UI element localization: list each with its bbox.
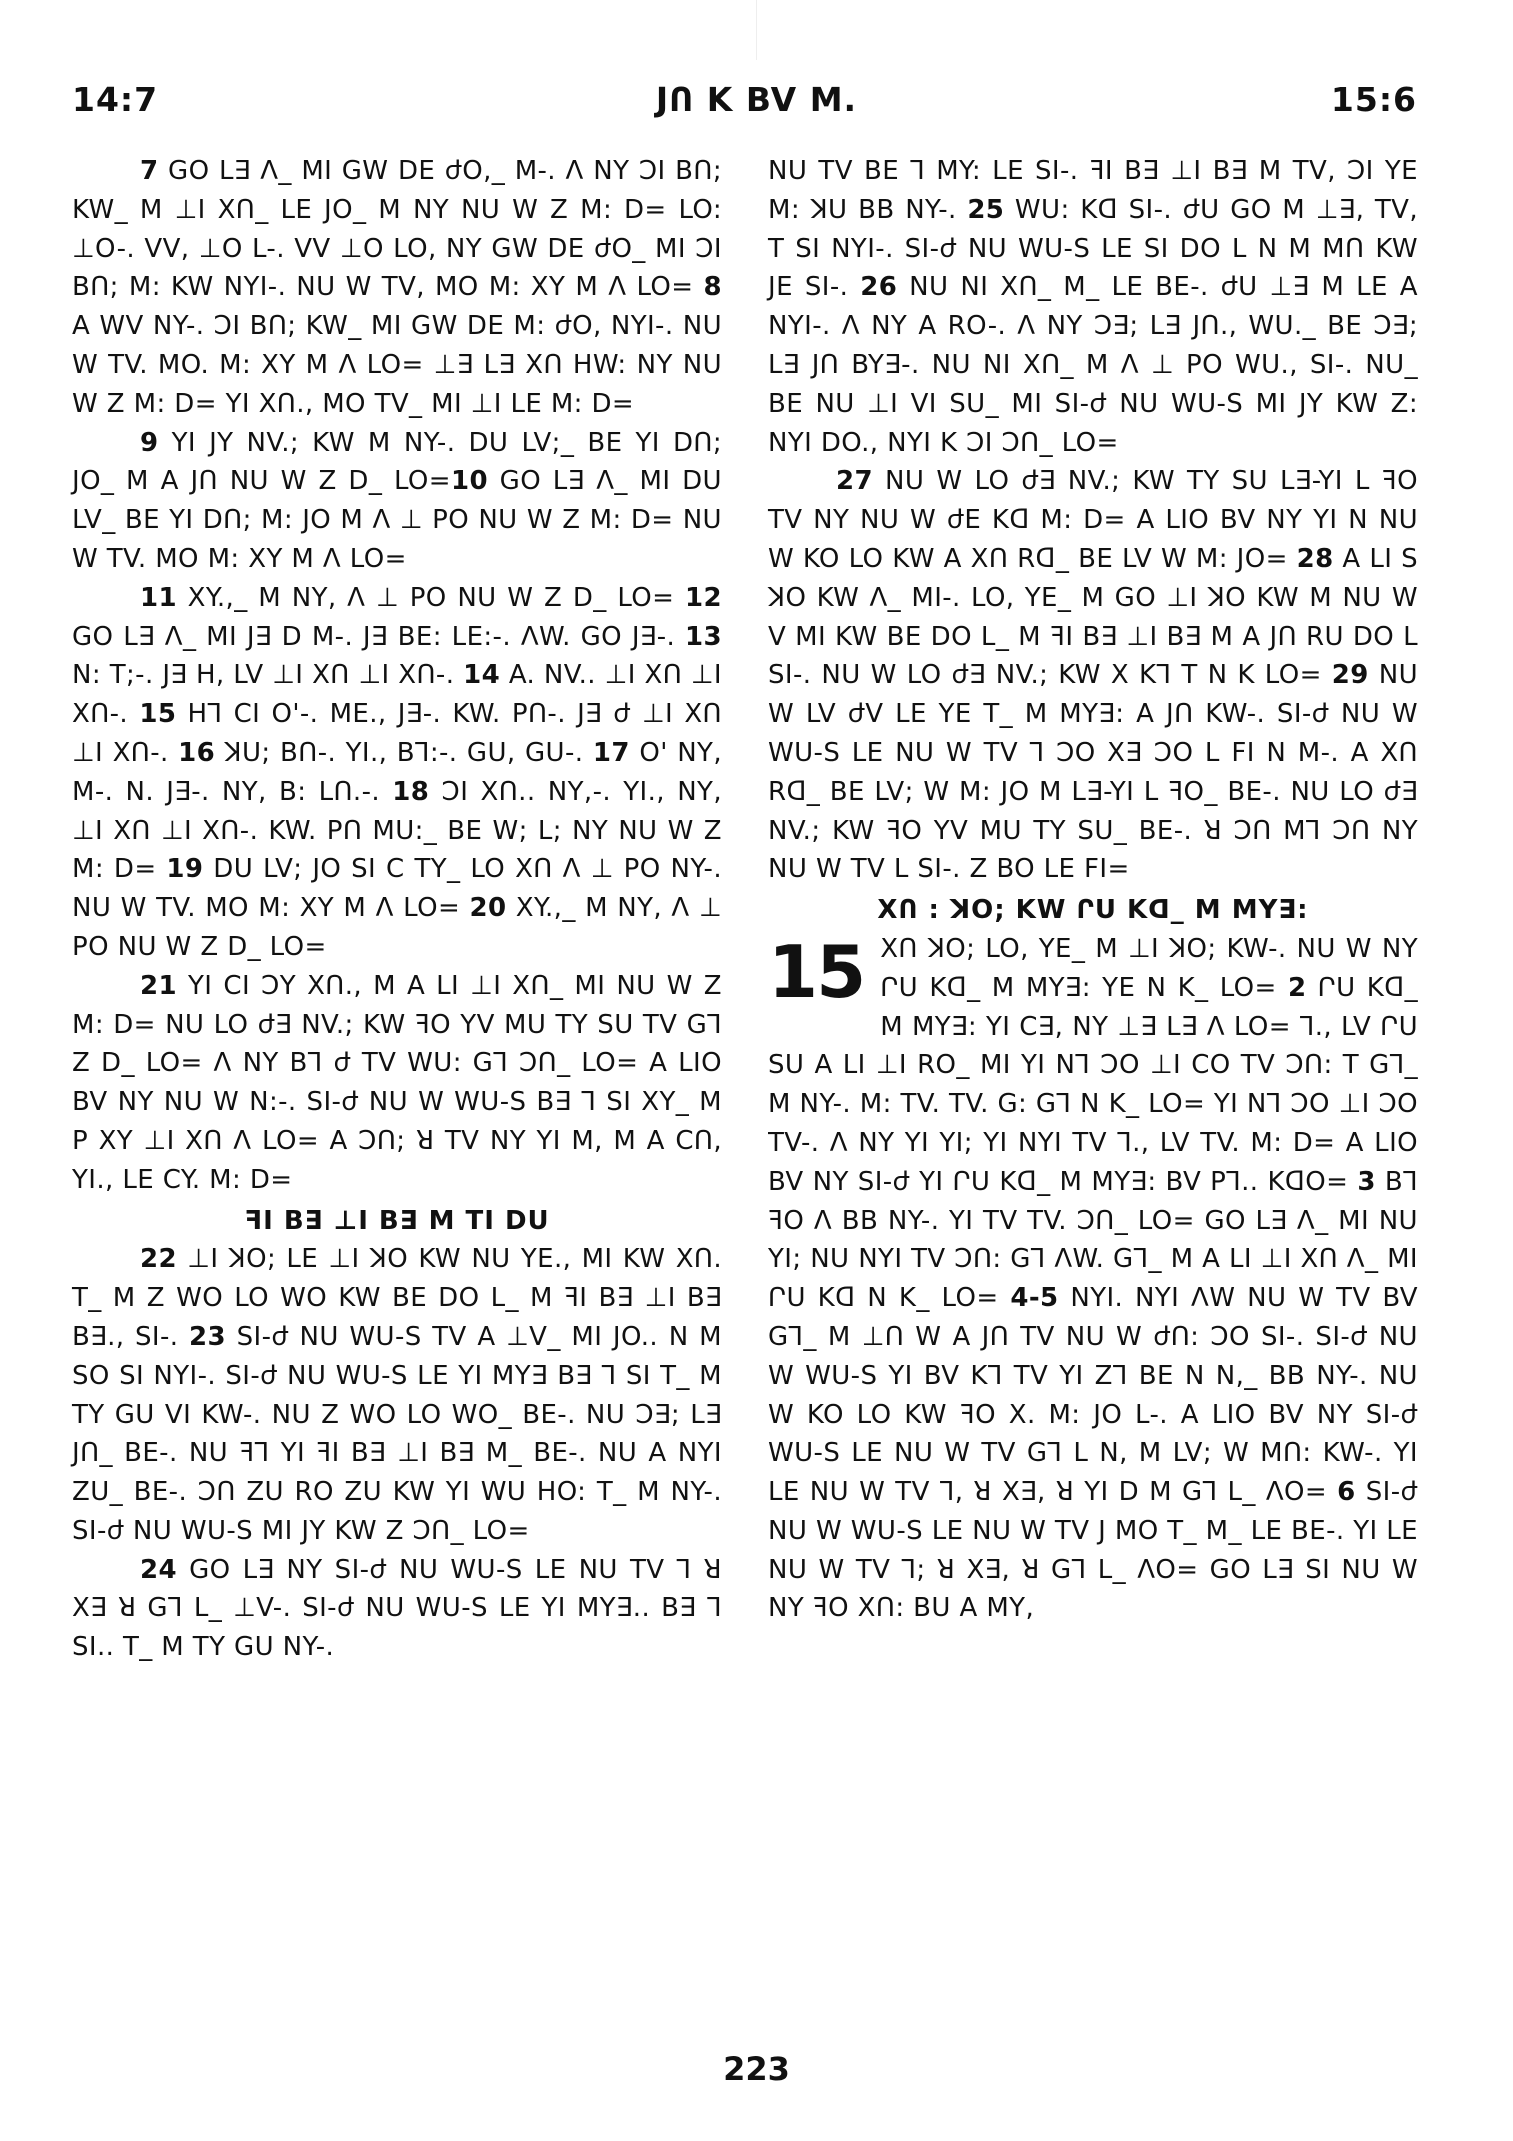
verse-number: 25 bbox=[967, 194, 1005, 225]
verse-text: A WV NY-. ƆI BՈ; KW_ MI GW DE M: ժO, NYI-. NU W TV. MO. M: XY M Λ LO= ⊥∃ L∃ XՈ HW: NY NU W Z M: D= YI XՈ., MO TV_ MI ⊥I LE M: D= bbox=[72, 311, 722, 419]
header-right-reference: 15:6 bbox=[1330, 80, 1417, 119]
verse-text: XY.,_ M NY, Λ ⊥ PO NU W Z D_ LO= bbox=[176, 582, 686, 613]
verse-number: 9 bbox=[140, 427, 159, 458]
header-book-title: JՈ K BV M. bbox=[655, 80, 858, 119]
verse-text: DU LV; JO SI C TY_ LO XՈ Λ ⊥ PO NY-. NU W TV. MO M: XY M Λ LO= bbox=[72, 854, 722, 924]
header-left-reference: 14:7 bbox=[72, 80, 159, 119]
verse-number: 2 bbox=[1287, 972, 1307, 1003]
verse-paragraph bbox=[768, 152, 1418, 462]
verse-text: GO L∃ Λ_ MI GW DE ժO,_ M-. Λ NY ƆI BՈ; KW_ M ⊥I XՈ_ LE JO_ M NY NU W Z M: D= LO: ⊥O-. VV, ⊥O L-. VV ⊥O LO, NY GW DE ժO_ MI ƆI BՈ; M: KW NYI-. NU W TV, MO M: XY M Λ LO= bbox=[72, 156, 722, 303]
page-header bbox=[0, 80, 1513, 120]
verse-text: SI-ժ NU WU-S TV A ⊥V_ MI JO.. N M SO SI NYI-. SI-ժ NU WU-S LE YI MY∃ B∃ ⅂ SI T_ M TY GU VI KW-. NU Z WO LO WO_ BE-. NU Ɔ∃; L∃ JՈ_ BE-. NU ꟻ⅂ YI ꟻI B∃ ⊥I B∃ M_ BE-. NU A NYI ZU_ BE-. ƆՈ ZU RO ZU KW YI WU HO: T_ M NY-. SI-ժ NU WU-S MI JY KW Z ƆՈ_ LO= bbox=[72, 1321, 722, 1546]
verse-number: 11 bbox=[140, 582, 177, 613]
verse-text: GO L∃ Λ_ MI J∃ D M-. J∃ BE: LE:-. ΛW. GO J∃-. bbox=[72, 621, 686, 652]
verse-number: 20 bbox=[469, 893, 507, 924]
verse-number: 10 bbox=[450, 466, 488, 497]
verse-number: 15 bbox=[139, 699, 177, 730]
verse-number: 8 bbox=[703, 272, 722, 303]
verse-text: NYI. NYI ΛW NU W TV BV G⅂_ M ⊥Ո W A JՈ TV NU W ժՈ: ƆO SI-. SI-ժ NU W WU-S YI BV K⅂ TV YI Z⅂ BE N N,_ BB NY-. NU W KO LO KW ꟻO X. M: JO L-. A LIO BV NY SI-ժ WU-S LE NU W TV G⅂ L N, M LV; W MՈ: KW-. YI LE NU W TV ⅂, ꓤ X∃, ꓤ YI D M G⅂ L_ ΛO= bbox=[768, 1283, 1418, 1508]
chapter-opening bbox=[768, 930, 1418, 1628]
page-number: 223 bbox=[723, 2050, 790, 2088]
section-heading: ꟻI B∃ ⊥I B∃ M TI DU bbox=[244, 1205, 550, 1236]
chapter-number: 15 bbox=[768, 929, 865, 1014]
verse-text: A. NV.. ⊥I XՈ ⊥I XՈ-. bbox=[72, 660, 722, 730]
verse-paragraph bbox=[768, 462, 1418, 889]
section-heading: XՈ : ꓘO; KW ՐU Kᗡ_ M MY∃: bbox=[877, 895, 1309, 926]
verse-paragraph bbox=[72, 424, 722, 579]
verse-number: 3 bbox=[1357, 1166, 1376, 1197]
verse-text: XY.,_ M NY, Λ ⊥ PO NU W Z D_ LO= bbox=[72, 893, 722, 962]
page-gutter-mark bbox=[756, 0, 757, 60]
verse-number: 24 bbox=[140, 1554, 177, 1585]
verse-text: N: T;-. J∃ H, LV ⊥I XՈ ⊥I XՈ-. bbox=[72, 660, 464, 691]
verse-number: 16 bbox=[178, 737, 216, 768]
verse-number: 29 bbox=[1331, 660, 1369, 691]
verse-number: 6 bbox=[1337, 1477, 1356, 1508]
right-text-column bbox=[768, 152, 1418, 2002]
verse-number: 7 bbox=[140, 156, 159, 186]
verse-number: 18 bbox=[392, 776, 430, 807]
verse-text: YI JY NV.; KW M NY-. DU LV;_ BE YI DՈ; JO_ M A JՈ NU W Z D_ LO= bbox=[72, 427, 722, 497]
verse-text: B⅂ ꟻO Λ BB NY-. YI TV TV. ƆՈ_ LO= GO L∃ Λ_ MI NU YI; NU NYI TV ƆՈ: G⅂ ΛW. G⅂_ M A LI ⊥I XՈ Λ_ MI ՐU Kᗡ N K_ LO= bbox=[768, 1166, 1418, 1314]
verse-paragraph bbox=[72, 1551, 722, 1667]
verse-text: GO L∃ NY SI-ժ NU WU-S LE NU TV ⅂ ꓤ X∃ ꓤ G⅂ L_ ⊥V-. SI-ժ NU WU-S LE YI MY∃.. B∃ ⅂ SI.. T_ M TY GU NY-. bbox=[72, 1554, 722, 1663]
verse-number: 27 bbox=[836, 466, 873, 497]
verse-number: 19 bbox=[166, 854, 204, 885]
verse-text: ꓘU; BՈ-. YI., B⅂:-. GU, GU-. bbox=[215, 737, 593, 768]
verse-number: 21 bbox=[140, 970, 177, 1001]
verse-text: XՈ ꓘO; LO, YE_ M ⊥I ꓘO; KW-. NU W NY ՐU Kᗡ_ M MY∃: YE N K_ LO= bbox=[880, 933, 1418, 1003]
verse-text: NU NI XՈ_ M_ LE BE-. ժU ⊥∃ M LE A NYI-. Λ NY A RO-. Λ NY Ɔ∃; L∃ JՈ., WU._ BE Ɔ∃; L∃ JՈ BY∃-. NU NI XՈ_ M Λ ⊥ PO WU., SI-. NU_ BE NU ⊥I VI SU_ MI SI-ժ NU WU-S MI JY KW Z: NYI DO., NYI K ƆI ƆՈ_ LO= bbox=[768, 272, 1418, 458]
verse-text: ⊥I ꓘO; LE ⊥I ꓘO KW NU YE., MI KW XՈ. T_ M Z WO LO WO KW BE DO L_ M ꟻI B∃ ⊥I B∃ B∃., SI-. bbox=[72, 1244, 722, 1352]
verse-number: 22 bbox=[140, 1244, 177, 1275]
verse-text: NU W LV ժV LE YE T_ M MY∃: A JՈ KW-. SI-ժ NU W WU-S LE NU W TV ⅂ ƆO X∃ ƆO L FI N M-. A XՈ Rᗡ_ BE LV; W M: JO M L∃-YI L ꟻO_ BE-. NU LO ժ∃ NV.; KW ꟻO YV MU TY SU_ BE-. ꓤ ƆՈ M⅂ ƆՈ NY NU W TV L SI-. Z BO LE FI= bbox=[768, 660, 1418, 885]
verse-number: 23 bbox=[189, 1321, 227, 1352]
verse-paragraph bbox=[72, 967, 722, 1200]
verse-paragraph bbox=[72, 579, 722, 967]
verse-text: ƆI XՈ.. NY,-. YI., NY, ⊥I XՈ ⊥I XՈ-. KW. PՈ MU:_ BE W; L; NY NU W Z M: D= bbox=[72, 776, 722, 885]
verse-number: 17 bbox=[592, 737, 630, 768]
verse-number: 4-5 bbox=[1010, 1283, 1059, 1314]
verse-text: YI CI ƆY XՈ., M A LI ⊥I XՈ_ MI NU W Z M: D= NU LO ժ∃ NV.; KW ꟻO YV MU TY SU TV G⅂ Z D_ LO= Λ NY B⅂ ժ TV WU: G⅂ ƆՈ_ LO= A LIO BV NY NU W N:-. SI-ժ NU W WU-S B∃ ⅂ SI XY_ M P XY ⊥I XՈ Λ LO= A ƆՈ; ꓤ TV NY YI M, M A CՈ, YI., LE CY. M: D= bbox=[72, 970, 722, 1195]
verse-number: 13 bbox=[685, 621, 722, 652]
verse-text: NU TV BE ⅂ MY: LE SI-. ꟻI B∃ ⊥I B∃ M TV, ƆI YE M: ꓘU BB NY-. bbox=[768, 156, 1418, 225]
verse-number: 12 bbox=[685, 582, 722, 613]
verse-text: SI-ժ NU W WU-S LE NU W TV J MO T_ M_ LE BE-. YI LE NU W TV ⅂; ꓤ X∃, ꓤ G⅂ L_ ΛO= GO L∃ SI NU W NY ꟻO XՈ: BU A MY, bbox=[768, 1477, 1418, 1624]
verse-text: ՐU Kᗡ_ M MY∃: YI C∃, NY ⊥∃ L∃ Λ LO= ⅂., LV ՐU SU A LI ⊥I RO_ MI YI N⅂ ƆO ⊥I CO TV ƆՈ: T G⅂_ M NY-. M: TV. TV. G: G⅂ N K_ LO= YI N⅂ ƆO ⊥I ƆO TV-. Λ NY YI YI; YI NYI TV ⅂., LV TV. M: D= A LIO BV NY SI-ժ YI ՐU Kᗡ_ M MY∃: BV P⅂.. KᗡO= bbox=[768, 972, 1418, 1197]
verse-text: WU: Kᗡ SI-. ժU GO M ⊥∃, TV, T SI NYI-. SI-ժ NU WU-S LE SI DO L N M MՈ KW JE SI-. bbox=[768, 194, 1418, 303]
verse-text: O' NY, M-. N. J∃-. NY, B: LՈ.-. bbox=[72, 737, 722, 807]
verse-paragraph bbox=[72, 1240, 722, 1550]
verse-number: 28 bbox=[1296, 543, 1334, 574]
verse-text: GO L∃ Λ_ MI DU LV_ BE YI DՈ; M: JO M Λ ⊥ PO NU W Z M: D= NU W TV. MO M: XY M Λ LO= bbox=[72, 466, 722, 574]
verse-number: 26 bbox=[860, 272, 898, 303]
left-text-column bbox=[72, 152, 722, 2002]
verse-text: A LI S ꓘO KW Λ_ MI-. LO, YE_ M GO ⊥I ꓘO KW M NU W V MI KW BE DO L_ M ꟻI B∃ ⊥I B∃ M A JՈ RU DO L SI-. NU W LO ժ∃ NV.; KW X K⅂ T N K LO= bbox=[768, 543, 1418, 691]
verse-text: H⅂ CI O'-. ME., J∃-. KW. PՈ-. J∃ ժ ⊥I XՈ ⊥I XՈ-. bbox=[72, 699, 722, 768]
verse-number: 14 bbox=[463, 660, 501, 691]
verse-paragraph bbox=[72, 152, 722, 424]
verse-text: NU W LO ժ∃ NV.; KW TY SU L∃-YI L ꟻO TV NY NU W ժE Kᗡ M: D= A LIO BV NY YI N NU W KO LO KW A XՈ Rᗡ_ BE LV W M: JO= bbox=[768, 466, 1418, 574]
